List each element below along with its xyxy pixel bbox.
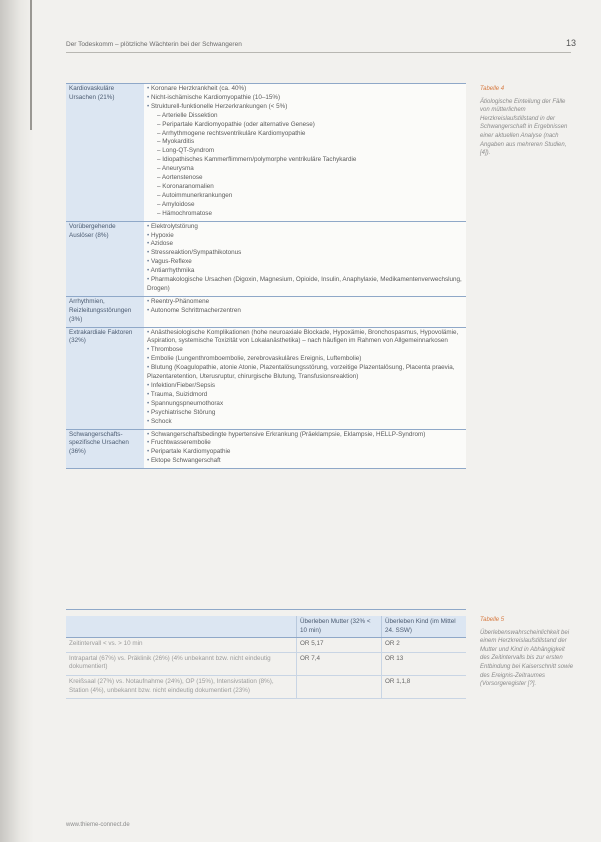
table-4-item: • Spannungspneumothorax bbox=[147, 400, 463, 409]
table-4-item: • Blutung (Koagulopathie, atonie Atonie, Plazentalösungsstörung, vorzeitige Plazentalösung, Placenta praevia, Plazentaretention, Uterusruptur, chirurgische Blutung, Transfusionsreaktion) bbox=[147, 364, 463, 382]
table-4-item-list bbox=[147, 223, 463, 294]
table-5-row bbox=[66, 652, 466, 675]
table-4-item: • Embolie (Lungenthromboembolie, zerebrovaskuläres Ereignis, Luftembolie) bbox=[147, 355, 463, 364]
table-4-item-list bbox=[147, 431, 463, 467]
table-5-header-cell bbox=[66, 616, 297, 638]
table-4-caption-label: Tabelle 4 bbox=[480, 86, 505, 92]
table-4-row bbox=[66, 221, 466, 296]
table-4-item: • Strukturell-funktionelle Herzerkrankungen (< 5%) bbox=[147, 103, 463, 112]
table-4-item: • Ektope Schwangerschaft bbox=[147, 457, 463, 466]
page-number: 13 bbox=[565, 38, 576, 48]
table-5-caption-label: Tabelle 5 bbox=[480, 617, 505, 623]
table-5-value: OR 13 bbox=[382, 652, 467, 675]
binding-shadow bbox=[0, 0, 34, 842]
table-5-row-label: Zeitintervall < vs. > 10 min bbox=[66, 638, 297, 653]
table-4-subitem: – Idiopathisches Kammerflimmern/polymorphe ventrikuläre Tachykardie bbox=[147, 156, 463, 165]
table-4-item: • Psychiatrische Störung bbox=[147, 409, 463, 418]
table-4-category: Extrakardiale Faktoren (32%) bbox=[66, 327, 144, 429]
spine-line bbox=[30, 0, 32, 130]
table-5-value bbox=[297, 675, 382, 698]
table-5-caption bbox=[480, 616, 576, 689]
table-4-item: • Pharmakologische Ursachen (Digoxin, Magnesium, Opioide, Insulin, Anaphylaxie, Medikamentenverwechslung, Drogen) bbox=[147, 276, 463, 294]
table-4-item: • Schock bbox=[147, 418, 463, 427]
table-4-item: • Elektrolytstörung bbox=[147, 223, 463, 232]
table-4-items bbox=[144, 429, 466, 469]
table-4-row bbox=[66, 429, 466, 469]
running-header-title: Der Todeskomm – plötzliche Wächterin bei der Schwangeren bbox=[66, 41, 242, 48]
table-4-subitem: – Myokarditis bbox=[147, 138, 463, 147]
table-4-items bbox=[144, 84, 466, 222]
table-5-value: OR 2 bbox=[382, 638, 467, 653]
table-4-item: • Schwangerschaftsbedingte hypertensive Erkrankung (Präeklampsie, Eklampsie, HELLP-Syndrom) bbox=[147, 431, 463, 440]
table-4-subitem: – Aortenstenose bbox=[147, 174, 463, 183]
table-4-item: • Vagus-Reflexe bbox=[147, 258, 463, 267]
table-4-items bbox=[144, 327, 466, 429]
table-4-item-list bbox=[147, 298, 463, 316]
table-4-subitem: – Arterielle Dissektion bbox=[147, 112, 463, 121]
table-4-items bbox=[144, 221, 466, 296]
table-4-etiology bbox=[66, 83, 466, 469]
table-4-item: • Fruchtwasserembolie bbox=[147, 439, 463, 448]
table-4-category: Schwangerschafts-spezifische Ursachen (36%) bbox=[66, 429, 144, 469]
table-4-item: • Stressreaktion/Sympathikotonus bbox=[147, 249, 463, 258]
table-5-row-label: Kreißsaal (27%) vs. Notaufnahme (24%), OP (15%), Intensivstation (8%), Station (4%), unbekannt bzw. nicht eindeutig dokumentiert (23%) bbox=[66, 675, 297, 698]
table-5-header-cell: Überleben Mutter (32% < 10 min) bbox=[297, 616, 382, 638]
table-4-item-list bbox=[147, 329, 463, 427]
table-4-row bbox=[66, 84, 466, 222]
table-5-header-row bbox=[66, 616, 466, 638]
table-4-subitem: – Amyloidose bbox=[147, 201, 463, 210]
table-4-item: • Thrombose bbox=[147, 346, 463, 355]
table-5-value: OR 7,4 bbox=[297, 652, 382, 675]
table-5-row bbox=[66, 638, 466, 653]
table-5-top-rule bbox=[66, 609, 466, 610]
table-4-row bbox=[66, 296, 466, 327]
page-footer: www.thieme-connect.de bbox=[66, 822, 130, 828]
table-4-subitem: – Koronaranomalien bbox=[147, 183, 463, 192]
table-4-subitem: – Autoimmunerkrankungen bbox=[147, 192, 463, 201]
table-4-item-list bbox=[147, 85, 463, 219]
table-4-item: • Anästhesiologische Komplikationen (hohe neuroaxiale Blockade, Hypoxämie, Bronchospasmus, Hypovolämie, Aspiration, systemische Toxizität von Lokalanästhetika) – nach häufigen im Rahmen von Allgemeinnarkosen bbox=[147, 329, 463, 347]
table-4-subitem: – Hämochromatose bbox=[147, 210, 463, 219]
table-5-caption-text: Überlebenswahrscheinlichkeit bei einem Herzkreislaufstillstand der Mutter und Kind in Abhängigkeit des Zeitintervalls bis zur ersten Entbindung bei Kaiserschnitt sowie des Ereignis-Zeitraumes (Vorsorgeregister [?]. bbox=[480, 629, 574, 688]
table-4-item: • Koronare Herzkrankheit (ca. 40%) bbox=[147, 85, 463, 94]
running-header bbox=[66, 38, 586, 52]
table-5-value: OR 1,1,8 bbox=[382, 675, 467, 698]
table-4-subitem: – Arrhythmogene rechtsventrikuläre Kardiomyopathie bbox=[147, 130, 463, 139]
table-4-category: Arrhythmien, Reizleitungsstörungen (3%) bbox=[66, 296, 144, 327]
table-5-header-cell: Überleben Kind (im Mittel 24. SSW) bbox=[382, 616, 467, 638]
table-4-row bbox=[66, 327, 466, 429]
table-5-value: OR 5,17 bbox=[297, 638, 382, 653]
table-4-caption bbox=[480, 85, 576, 158]
table-4-item: • Infektion/Fieber/Sepsis bbox=[147, 382, 463, 391]
table-4-item: • Peripartale Kardiomyopathie bbox=[147, 448, 463, 457]
table-4-item: • Antiarrhythmika bbox=[147, 267, 463, 276]
table-4-category: Kardiovaskuläre Ursachen (21%) bbox=[66, 84, 144, 222]
header-rule bbox=[66, 52, 571, 53]
table-4-item: • Hypoxie bbox=[147, 232, 463, 241]
table-5-survival bbox=[66, 616, 466, 699]
table-4-subitem: – Peripartale Kardiomyopathie (oder alternative Genese) bbox=[147, 121, 463, 130]
table-4-item: • Azidose bbox=[147, 240, 463, 249]
table-4-category: Vorübergehende Auslöser (8%) bbox=[66, 221, 144, 296]
table-4-caption-text: Ätiologische Einteilung der Fälle von mütterlichem Herzkreislaufstillstand in der Schwangerschaft in Ergebnissen einer aktuellen Analyse (nach Angaben aus mehreren Studien, [4]). bbox=[480, 98, 568, 157]
table-4-item: • Autonome Schrittmacherzentren bbox=[147, 307, 463, 316]
table-5-row bbox=[66, 675, 466, 698]
table-4-item: • Reentry-Phänomene bbox=[147, 298, 463, 307]
table-4-items bbox=[144, 296, 466, 327]
table-4-item: • Nicht-ischämische Kardiomyopathie (10–15%) bbox=[147, 94, 463, 103]
table-5-row-label: Intrapartal (67%) vs. Präklinik (26%) (4% unbekannt bzw. nicht eindeutig dokumentiert) bbox=[66, 652, 297, 675]
table-4-item: • Trauma, Suizidmord bbox=[147, 391, 463, 400]
table-4-subitem: – Aneurysma bbox=[147, 165, 463, 174]
table-4-subitem: – Long-QT-Syndrom bbox=[147, 147, 463, 156]
